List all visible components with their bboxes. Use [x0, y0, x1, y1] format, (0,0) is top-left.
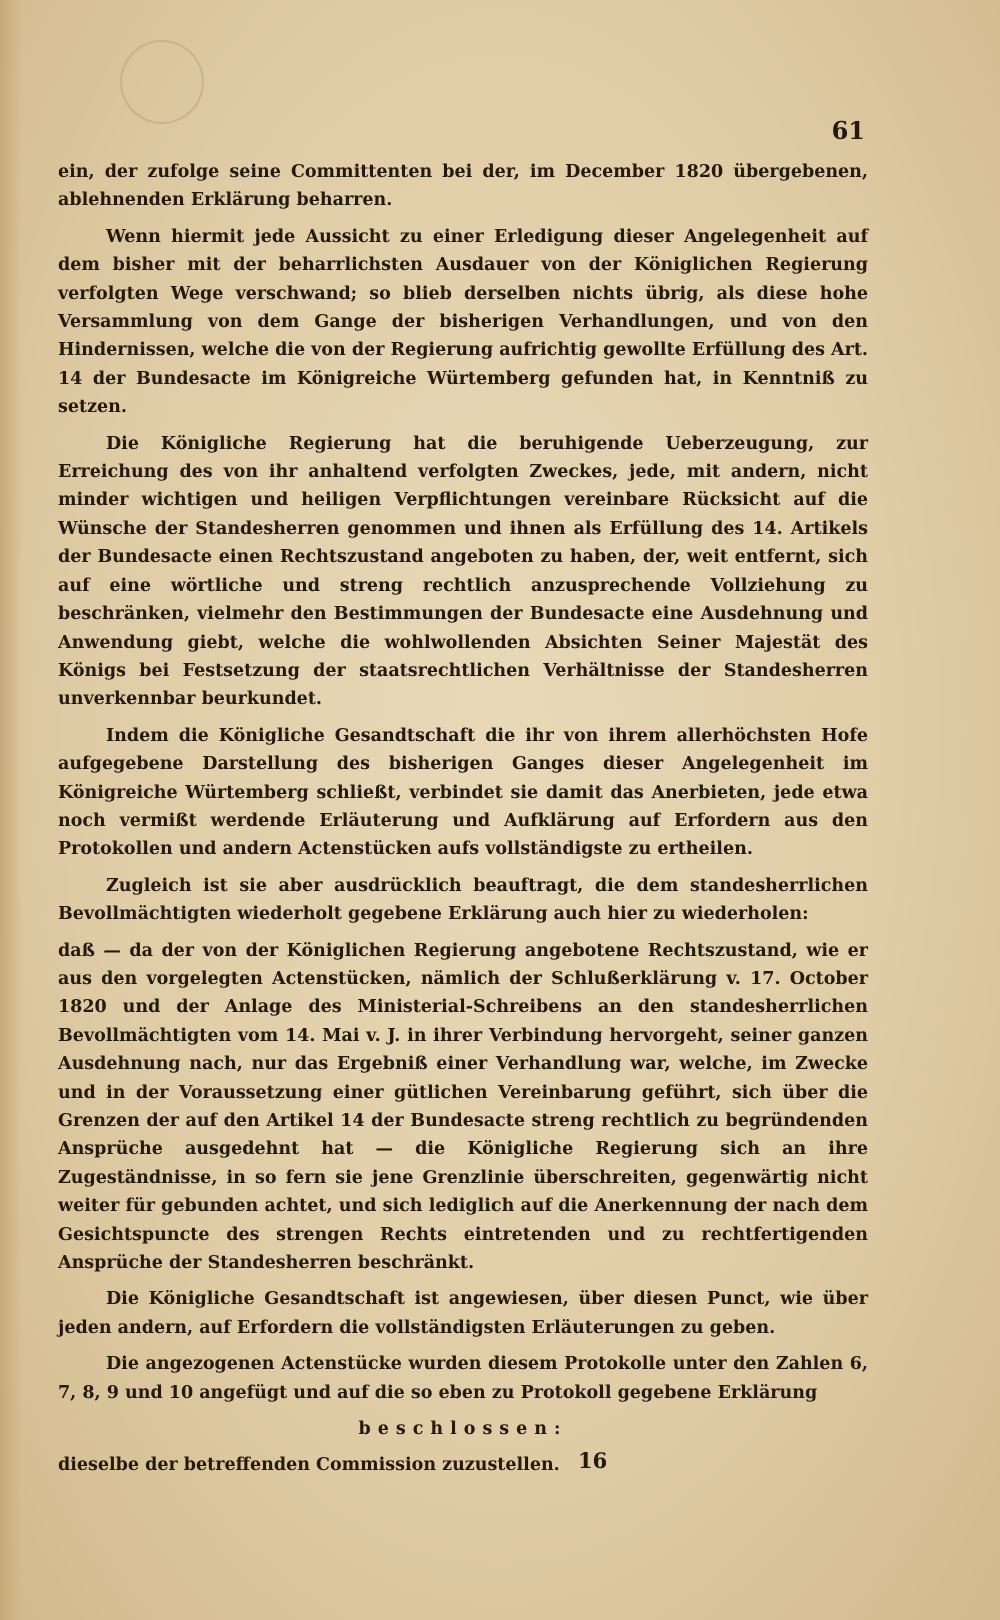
page-number: 61	[831, 116, 865, 145]
resolution-text: dieselbe der betreffenden Commission zuzustellen.	[58, 1455, 560, 1476]
resolution-heading: beschlossen:	[358, 1419, 568, 1440]
document-body	[58, 158, 868, 1488]
paper-stain	[120, 40, 204, 124]
quoted-declaration: daß — da der von der Königlichen Regierung angebotene Rechtszustand, wie er aus den vorgelegten Actenstücken, nämlich der Schlußerklärung v. 17. October 1820 und der Anlage des Ministerial-Schreibens an den standesherrlichen Bevollmächtigten vom 14. Mai v. J. in ihrer Verbindung hervorgeht, seiner ganzen Ausdehnung nach, nur das Ergebniß einer Verhandlung war, welche, im Zwecke und in der Voraussetzung einer gütlichen Vereinbarung geführt, sich über die Grenzen der auf den Artikel 14 der Bundesacte streng rechtlich zu begründenden Ansprüche ausgedehnt hat — die Königliche Regierung sich an ihre Zugeständnisse, in so fern sie jene Grenzlinie überschreiten, gegenwärtig nicht weiter für gebunden achtet, und sich lediglich auf die Anerkennung der nach dem Gesichtspuncte des strengen Rechts eintretenden und zu rechtfertigenden Ansprüche der Standesherren beschränkt.	[58, 940, 868, 1274]
page-edge-shadow	[0, 0, 22, 1620]
paragraph: Die Königliche Regierung hat die beruhigende Ueberzeugung, zur Erreichung des von ihr anhaltend verfolgten Zweckes, jede, mit andern, nicht minder wichtigen und heiligen Verpflichtungen vereinbare Rücksicht auf die Wünsche der Standesherren genommen und ihnen als Erfüllung des 14. Artikels der Bundesacte einen Rechtszustand angeboten zu haben, der, weit entfernt, sich auf eine wörtliche und streng rechtlich anzusprechende Vollziehung zu beschränken, vielmehr den Bestimmungen der Bundesacte eine Ausdehnung und Anwendung giebt, welche die wohlwollenden Absichten Seiner Majestät des Königs bei Festsetzung der staatsrechtlichen Verhältnisse der Standesherren unverkennbar beurkundet.	[58, 433, 868, 710]
protocol-note: Die angezogenen Actenstücke wurden diesem Protokolle unter den Zahlen 6, 7, 8, 9 und 10 angefügt und auf die so eben zu Protokoll gegebene Erklärung	[58, 1354, 868, 1403]
paragraph: Wenn hiermit jede Aussicht zu einer Erledigung dieser Angelegenheit auf dem bisher mit der beharrlichsten Ausdauer von der Königlichen Regierung verfolgten Wege verschwand; so blieb derselben nichts übrig, als diese hohe Versammlung von dem Gange der bisherigen Verhandlungen, und von den Hindernissen, welche die von der Regierung aufrichtig gewollte Erfüllung des Art. 14 der Bundesacte im Königreiche Würtemberg gefunden hat, in Kenntniß zu setzen.	[58, 226, 868, 418]
paragraph: Zugleich ist sie aber ausdrücklich beauftragt, die dem standesherrlichen Bevollmächtigten wiederholt gegebene Erklärung auch hier zu wiederholen:	[58, 875, 868, 925]
paragraph: Indem die Königliche Gesandtschaft die ihr von ihrem allerhöchsten Hofe aufgegebene Darstellung des bisherigen Ganges dieser Angelegenheit im Königreiche Würtemberg schließt, verbindet sie damit das Anerbieten, jede etwa noch vermißt werdende Erläuterung und Aufklärung auf Erfordern aus den Protokollen und andern Actenstücken aufs vollständigste zu ertheilen.	[58, 725, 868, 860]
printer-signature: 16	[578, 1448, 608, 1473]
paragraph-closing: Die Königliche Gesandtschaft ist angewiesen, über diesen Punct, wie über jeden andern, auf Erfordern die vollständigsten Erläuterungen zu geben.	[58, 1289, 868, 1338]
paragraph-continuation: ein, der zufolge seine Committenten bei der, im December 1820 übergebenen, ablehnenden Erklärung beharren.	[58, 162, 868, 211]
